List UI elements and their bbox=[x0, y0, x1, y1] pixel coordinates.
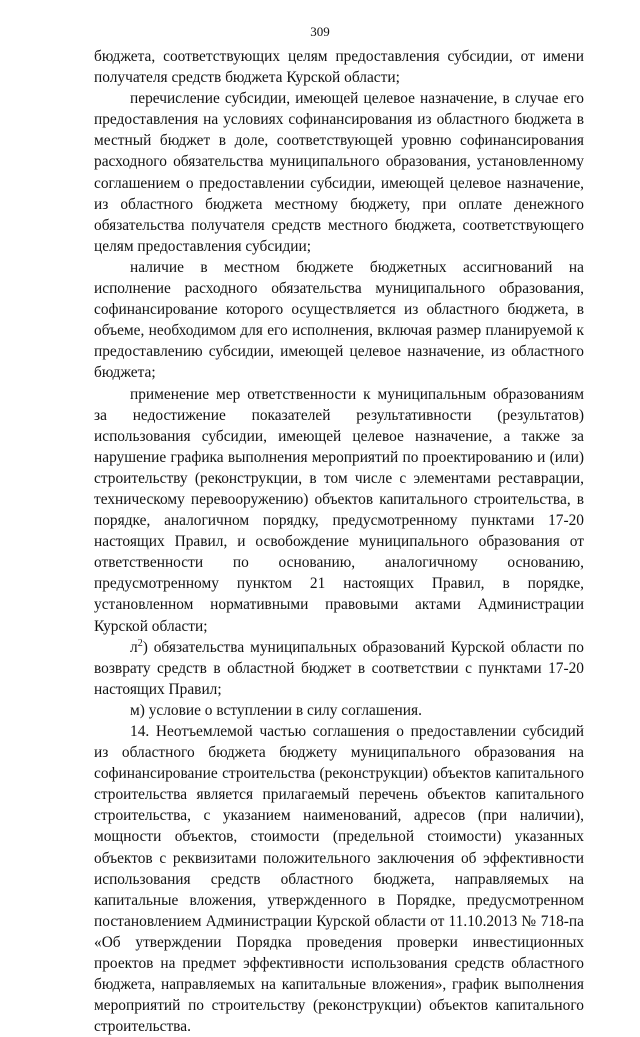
item-l2-text: ) обязательства муниципальных образований Курской области по возврату средств в областной бюджет в соответствии с пунктами 17-20 настоящих Правил; bbox=[94, 638, 584, 698]
paragraph-item-l2 bbox=[94, 637, 584, 700]
item-l2-superscript: 2 bbox=[137, 637, 143, 649]
paragraph-budget-recipient: бюджета, соответствующих целям предоставления субсидии, от имени получателя средств бюджета Курской области; bbox=[94, 48, 584, 87]
paragraph-14: 14. Неотъемлемой частью соглашения о предоставлении субсидий из областного бюджета бюджету муниципального образования на софинансирование строительства (реконструкции) объектов капитального строительства является прилагаемый перечень объектов капитального строительства, с указанием наименований, адресов (при наличии), мощности объектов, стоимости (предельной стоимости) указанных объектов с реквизитами положительного заключения об эффективности использования средств областного бюджета, направляемых на капитальные вложения, утвержденного в Порядке, предусмотренном постановлением Администрации Курской области от 11.10.2013 № 718-па «Об утверждении Порядка проведения проверки инвестиционных проектов на предмет эффективности использования средств областного бюджета, направляемых на капитальные вложения», график выполнения мероприятий по строительству (реконструкции) объектов капитального строительства. bbox=[94, 723, 584, 1036]
paragraph-local-budget-allocations: наличие в местном бюджете бюджетных ассигнований на исполнение расходного обязательства муниципального образования, софинансирование которого осуществляется из областного бюджета, в объеме, необходимом для его исполнения, включая размер планируемой к предоставлению субсидии, имеющей целевое назначение, из областного бюджета; bbox=[94, 258, 584, 382]
document-body bbox=[94, 46, 584, 1037]
paragraph-responsibility-measures: применение мер ответственности к муниципальным образованиям за недостижение показателей результативности (результатов) использования субсидии, имеющей целевое назначение, а также за нарушение графика выполнения мероприятий по проектированию и (или) строительству (реконструкции, в том числе с элементами реставрации, техническому перевооружению) объектов капитального строительства, в порядке, аналогичном порядку, предусмотренному пунктами 17-20 настоящих Правил, и освобождение муниципального образования от ответственности по основанию, аналогичному основанию, предусмотренному пунктом 21 настоящих Правил, в порядке, установленном нормативными правовыми актами Администрации Курской области; bbox=[94, 385, 584, 635]
item-l2-prefix: л bbox=[130, 638, 138, 656]
page-number: 309 bbox=[310, 24, 330, 39]
paragraph-subsidy-transfer: перечисление субсидии, имеющей целевое назначение, в случае его предоставления на условиях софинансирования из областного бюджета в местный бюджет в доле, соответствующей уровню софинансирования расходного обязательства муниципального образования, установленному соглашением о предоставлении субсидии, имеющей целевое назначение, из областного бюджета местному бюджету, при оплате денежного обязательства получателя средств местного бюджета, соответствующего целям предоставления субсидии; bbox=[94, 90, 584, 255]
paragraph-item-m: м) условие о вступлении в силу соглашения. bbox=[130, 701, 422, 719]
